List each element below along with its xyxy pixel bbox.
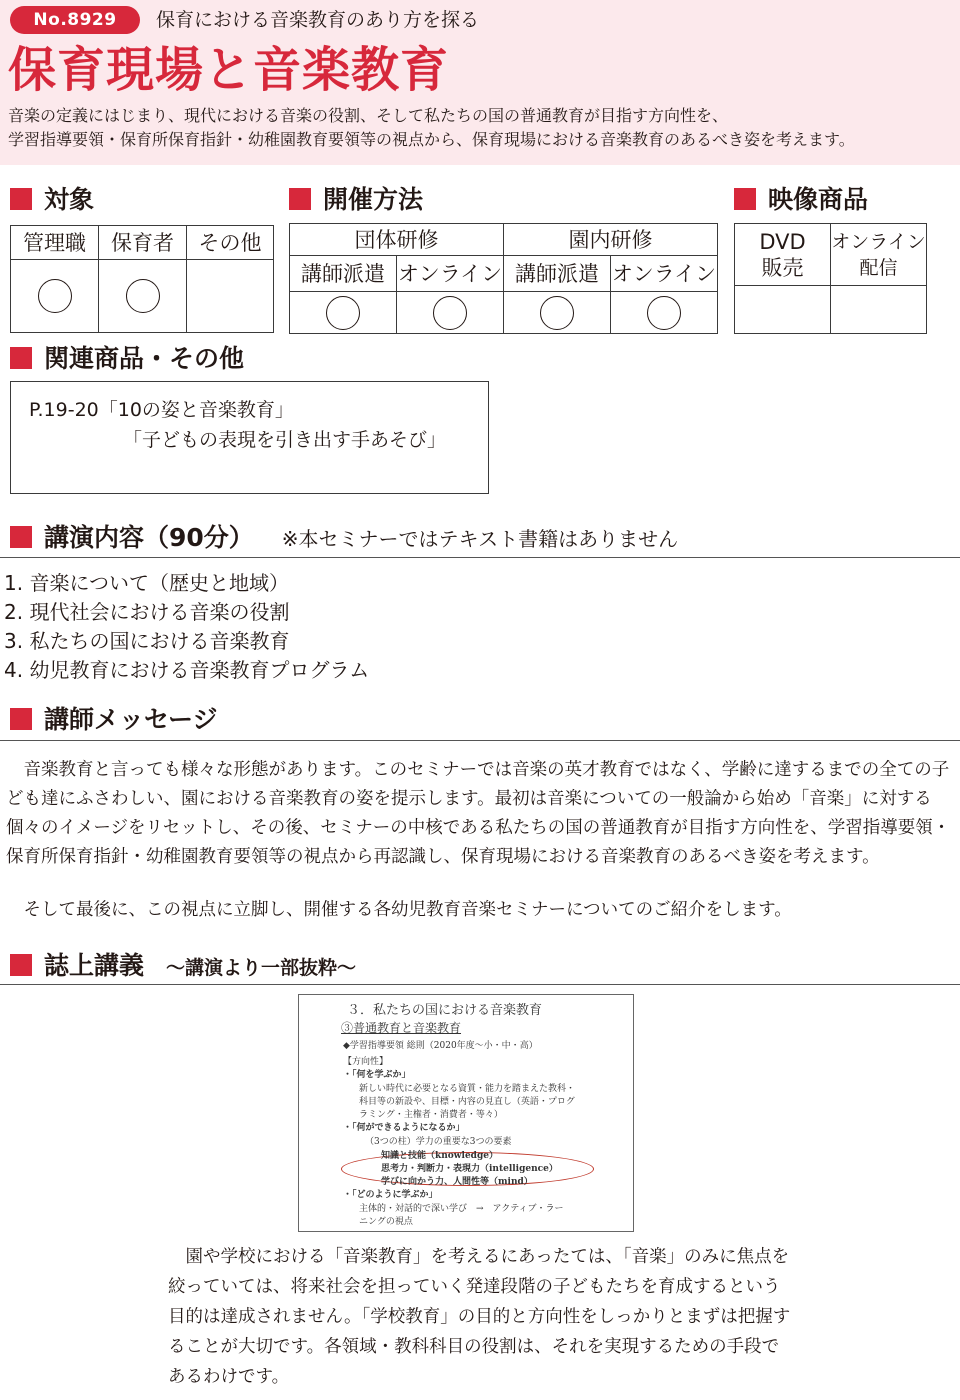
target-mark-cell (99, 260, 187, 333)
lecture-heading-text: 講演内容（90分） (44, 523, 254, 552)
square-bullet-icon (289, 188, 311, 210)
target-col-other: その他 (187, 226, 274, 260)
slide-text: 新しい時代に必要となる資質・能力を踏まえた教科・ (359, 1084, 576, 1094)
video-table (734, 223, 927, 334)
circle-mark-icon (540, 296, 574, 330)
video-mark-cell (735, 286, 831, 334)
video-col-dvd (735, 224, 831, 286)
slide-pillar: 思考力・判断力・表現力（intelligence） (381, 1164, 558, 1174)
divider (0, 740, 960, 741)
divider (0, 557, 960, 558)
method-mark-cell (397, 292, 504, 334)
circle-mark-icon (126, 279, 160, 313)
square-bullet-icon (10, 708, 32, 730)
slide-question: ・「何ができるようになるか」 (343, 1123, 465, 1133)
slide-text: 科目等の新設や、目標・内容の見直し（英語・プログ (359, 1097, 575, 1107)
page-title: 保育現場と音楽教育 (8, 42, 450, 98)
video-col-online (831, 224, 927, 286)
slide-direction: 【方向性】 (343, 1057, 389, 1067)
excerpt-heading-text: 誌上講義 (44, 951, 145, 980)
target-table (10, 225, 274, 333)
method-col-online: オンライン (397, 256, 504, 292)
lecture-list (4, 569, 369, 685)
page-description (8, 104, 952, 152)
message-paragraph: 音楽教育と言っても様々な形態があります。このセミナーでは音楽の英才教育ではなく、学齢に達するまでの全ての子ども達にふさわしい、園における音楽教育の姿を提示します。最初は音楽についての一般論から始め「音楽」に対する個々のイメージをリセットし、その後、セミナーの中核である私たちの国の普通教育が目指す方向性を、学習指導要領・保育所保育指針・幼稚園教育要領等の視点から再認識し、保育現場における音楽教育のあるべき姿を考えます。 (6, 760, 951, 867)
method-mark-cell (504, 292, 611, 334)
related-item: 「子どもの表現を引き出す手あそび」 (123, 429, 447, 451)
video-delivery-label: 配信 (859, 256, 898, 279)
excerpt-heading (10, 950, 356, 984)
method-mark-cell (611, 292, 718, 334)
closing-paragraph: 園や学校における「音楽教育」を考えるにあったては、「音楽」のみに焦点を絞っていては、将来社会を担っていく発達段階の子どもたちを育成するという目的は達成されません。「学校教育」の目的と方向性をしっかりとまずは把握することが大切です。各領域・教科科目の役割は、それを実現するための手段であるわけです。 (168, 1247, 791, 1387)
method-col-dispatch: 講師派遣 (504, 256, 611, 292)
product-number-badge: No.8929 (10, 6, 140, 34)
video-dvd-label: DVD (759, 229, 806, 254)
video-online-label: オンライン (831, 230, 926, 253)
slide-image (298, 994, 634, 1232)
video-heading-text: 映像商品 (768, 185, 869, 214)
square-bullet-icon (10, 188, 32, 210)
method-group-team: 団体研修 (290, 224, 504, 256)
video-heading (734, 184, 868, 216)
square-bullet-icon (734, 188, 756, 210)
related-item: P.19-20「10の姿と音楽教育」 (29, 399, 294, 421)
method-heading (289, 184, 423, 216)
lecture-note: ※本セミナーではテキスト書籍はありません (281, 527, 679, 551)
method-heading-text: 開催方法 (323, 185, 424, 214)
lecture-heading (10, 522, 678, 555)
square-bullet-icon (10, 347, 32, 369)
circle-mark-icon (38, 279, 72, 313)
square-bullet-icon (10, 526, 32, 548)
method-col-online: オンライン (611, 256, 718, 292)
list-item: 4. 幼児教育における音楽教育プログラム (4, 658, 370, 682)
square-bullet-icon (10, 954, 32, 976)
circle-mark-icon (433, 296, 467, 330)
target-heading-text: 対象 (44, 185, 95, 214)
target-mark-cell (11, 260, 99, 333)
slide-text: ラミング・主権者・消費者・等々） (359, 1110, 503, 1120)
slide-text: （3つの柱）学力の重要な3つの要素 (365, 1137, 512, 1147)
video-sale-label: 販売 (761, 255, 804, 280)
circle-mark-icon (647, 296, 681, 330)
related-heading (10, 343, 244, 375)
method-table (289, 223, 718, 334)
divider (0, 984, 960, 985)
slide-text: 主体的・対話的で深い学び → アクティブ・ラー (359, 1204, 564, 1214)
message-paragraph: そして最後に、この視点に立脚し、開催する各幼児教育音楽セミナーについてのご紹介をします。 (23, 900, 792, 920)
list-item: 1. 音楽について（歴史と地域） (4, 571, 290, 595)
method-group-in-house: 園内研修 (504, 224, 718, 256)
slide-question: ・「何を学ぶか」 (343, 1070, 411, 1080)
excerpt-subheading: ～講演より一部抜粋～ (166, 957, 357, 979)
page-subtitle: 保育における音楽教育のあり方を探る (156, 9, 480, 31)
slide-question: ・「どのように学ぶか」 (343, 1190, 438, 1200)
message-heading (10, 704, 218, 736)
list-item: 2. 現代社会における音楽の役割 (4, 600, 290, 624)
video-mark-cell (831, 286, 927, 334)
slide-title: ３．私たちの国における音楽教育 (347, 1003, 543, 1018)
circle-mark-icon (326, 296, 360, 330)
target-heading (10, 184, 94, 216)
target-col-manager: 管理職 (11, 226, 99, 260)
slide-subtitle: ③普通教育と音楽教育 (341, 1021, 462, 1035)
slide-text: ニングの視点 (359, 1217, 413, 1227)
target-col-childcare-worker: 保育者 (99, 226, 187, 260)
related-box (10, 381, 489, 494)
description-line: 音楽の定義にはじまり、現代における音楽の役割、そして私たちの国の普通教育が目指す方向性を、 (8, 106, 729, 125)
slide-pillar: 知識と技能（knowledge） (381, 1151, 498, 1161)
list-item: 3. 私たちの国における音楽教育 (4, 629, 290, 653)
slide-source: ◆学習指導要領 総則（2020年度～小・中・高） (343, 1041, 538, 1051)
header-band (0, 0, 960, 165)
method-col-dispatch: 講師派遣 (290, 256, 397, 292)
method-mark-cell (290, 292, 397, 334)
slide-pillar: 学びに向かう力、人間性等（mind） (381, 1177, 533, 1187)
related-heading-text: 関連商品・その他 (44, 344, 245, 373)
message-heading-text: 講師メッセージ (44, 705, 218, 734)
target-mark-cell (187, 260, 274, 333)
description-line: 学習指導要領・保育所保育指針・幼稚園教育要領等の視点から、保育現場における音楽教育のあるべき姿を考えます。 (8, 130, 855, 149)
